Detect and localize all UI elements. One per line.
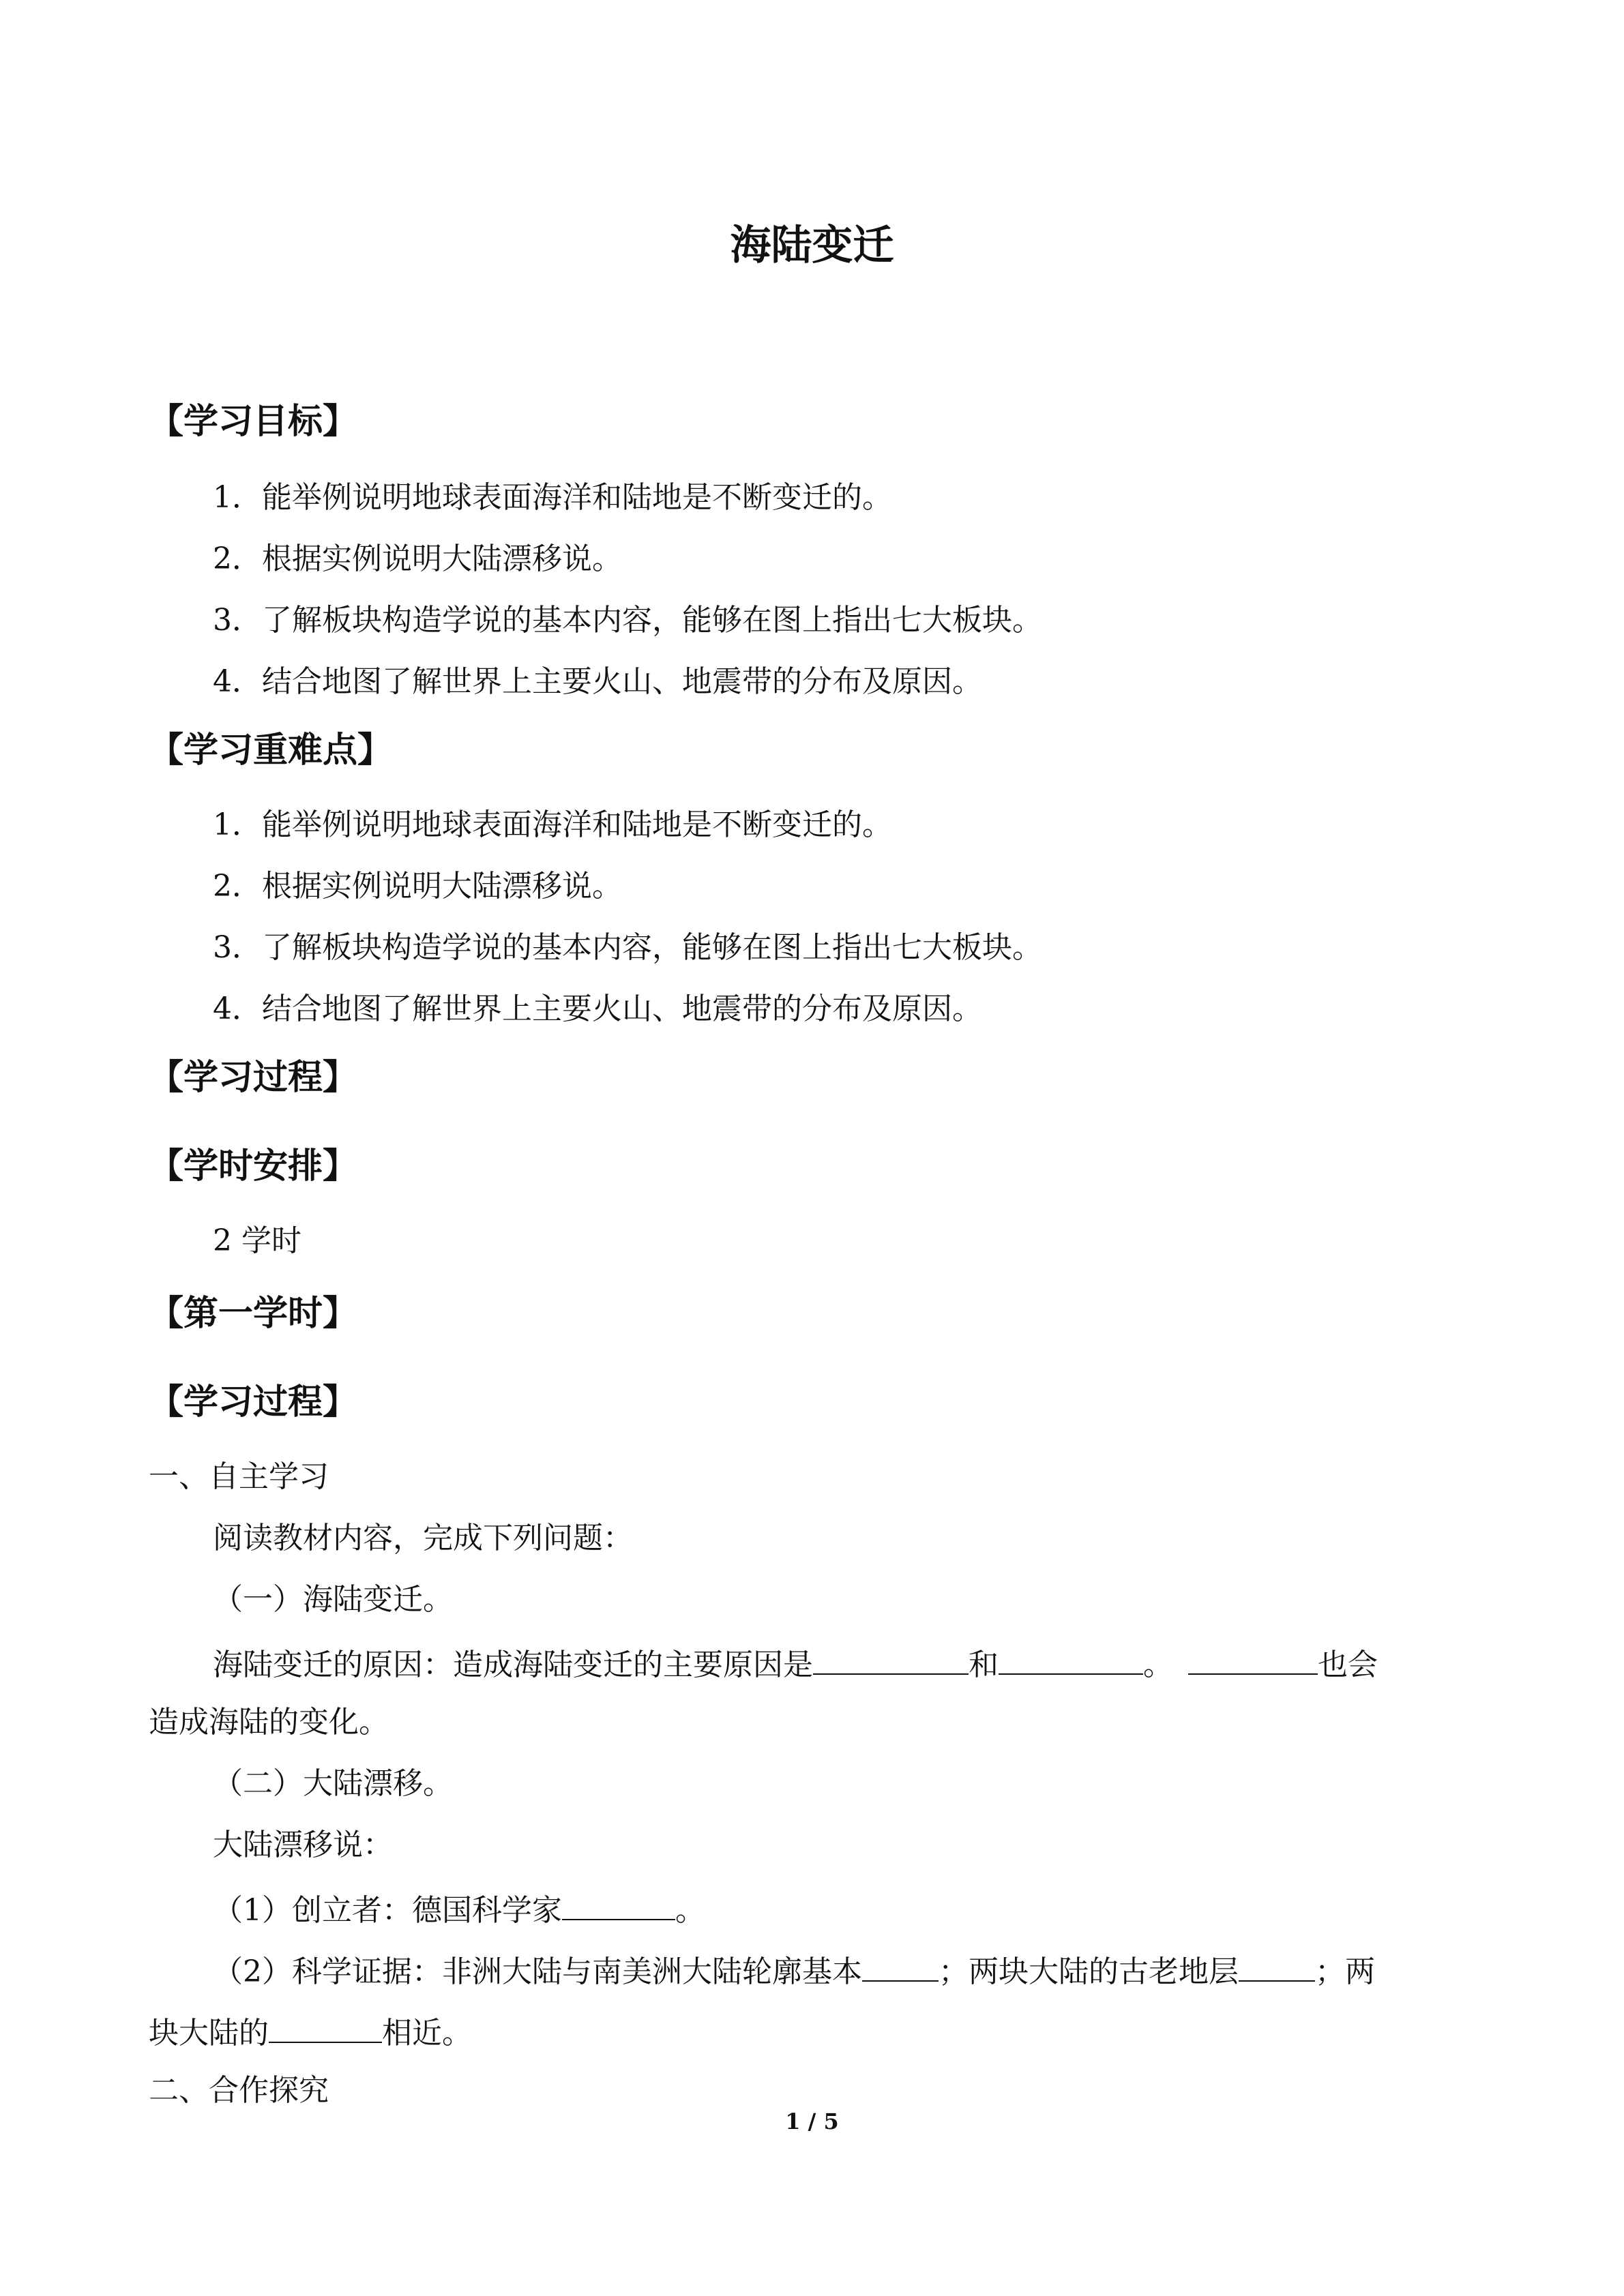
reason-continuation: 造成海陆的变化。 xyxy=(149,1705,389,1740)
blank-field[interactable] xyxy=(999,1641,1143,1675)
schedule-text: 2 学时 xyxy=(213,1223,301,1258)
heading-objectives: 【学习目标】 xyxy=(149,402,358,442)
key-point-item: 1．能举例说明地球表面海洋和陆地是不断变迁的。 xyxy=(213,807,892,842)
drift-label: 大陆漂移说： xyxy=(213,1828,393,1862)
objective-item: 3．了解板块构造学说的基本内容，能够在图上指出七大板块。 xyxy=(213,603,1042,638)
heading-key-points: 【学习重难点】 xyxy=(149,730,393,771)
blank-field[interactable] xyxy=(269,2009,382,2043)
heading-first-period: 【第一学时】 xyxy=(149,1294,358,1334)
objective-item: 2．根据实例说明大陆漂移说。 xyxy=(213,541,622,576)
heading-process: 【学习过程】 xyxy=(149,1058,358,1098)
key-point-item: 3．了解板块构造学说的基本内容，能够在图上指出七大板块。 xyxy=(213,930,1042,965)
evidence-text-c: ；两 xyxy=(1315,1954,1375,1989)
page-number: 1 / 5 xyxy=(785,2108,839,2134)
evidence-line xyxy=(213,1948,1375,1993)
blank-field[interactable] xyxy=(562,1886,675,1920)
founder-text-a: （1）创立者：德国科学家 xyxy=(213,1893,562,1928)
evidence-continuation xyxy=(149,2009,472,2054)
heading-process-2: 【学习过程】 xyxy=(149,1382,358,1422)
intro-text: 阅读教材内容，完成下列问题： xyxy=(213,1521,633,1555)
reason-text-c: 。 xyxy=(1143,1648,1173,1682)
evidence-text-a: （2）科学证据：非洲大陆与南美洲大陆轮廓基本 xyxy=(213,1954,862,1989)
blank-field[interactable] xyxy=(862,1948,939,1982)
reason-line xyxy=(213,1641,1378,1686)
reason-text-a: 海陆变迁的原因：造成海陆变迁的主要原因是 xyxy=(213,1648,813,1682)
founder-text-b: 。 xyxy=(675,1893,705,1928)
blank-field[interactable] xyxy=(1188,1641,1318,1675)
founder-line xyxy=(213,1886,705,1931)
page-title: 海陆变迁 xyxy=(730,222,894,269)
blank-field[interactable] xyxy=(813,1641,969,1675)
key-point-item: 2．根据实例说明大陆漂移说。 xyxy=(213,869,622,904)
blank-field[interactable] xyxy=(1239,1948,1315,1982)
section-cooperative-inquiry-title: 二、合作探究 xyxy=(149,2073,329,2108)
key-point-item: 4．结合地图了解世界上主要火山、地震带的分布及原因。 xyxy=(213,992,982,1026)
heading-schedule: 【学时安排】 xyxy=(149,1146,358,1187)
evidence-text-b: ；两块大陆的古老地层 xyxy=(939,1954,1239,1989)
reason-text-d: 也会 xyxy=(1318,1648,1378,1682)
objective-item: 1．能举例说明地球表面海洋和陆地是不断变迁的。 xyxy=(213,480,892,515)
reason-text-b: 和 xyxy=(969,1648,999,1682)
section-self-study-title: 一、自主学习 xyxy=(149,1459,329,1494)
subheading-continental-drift: （二）大陆漂移。 xyxy=(213,1766,453,1801)
objective-item: 4．结合地图了解世界上主要火山、地震带的分布及原因。 xyxy=(213,664,982,699)
evidence-cont-text-a: 块大陆的 xyxy=(149,2016,269,2051)
subheading-sea-land-change: （一）海陆变迁。 xyxy=(213,1582,453,1617)
evidence-cont-text-b: 相近。 xyxy=(382,2016,472,2051)
